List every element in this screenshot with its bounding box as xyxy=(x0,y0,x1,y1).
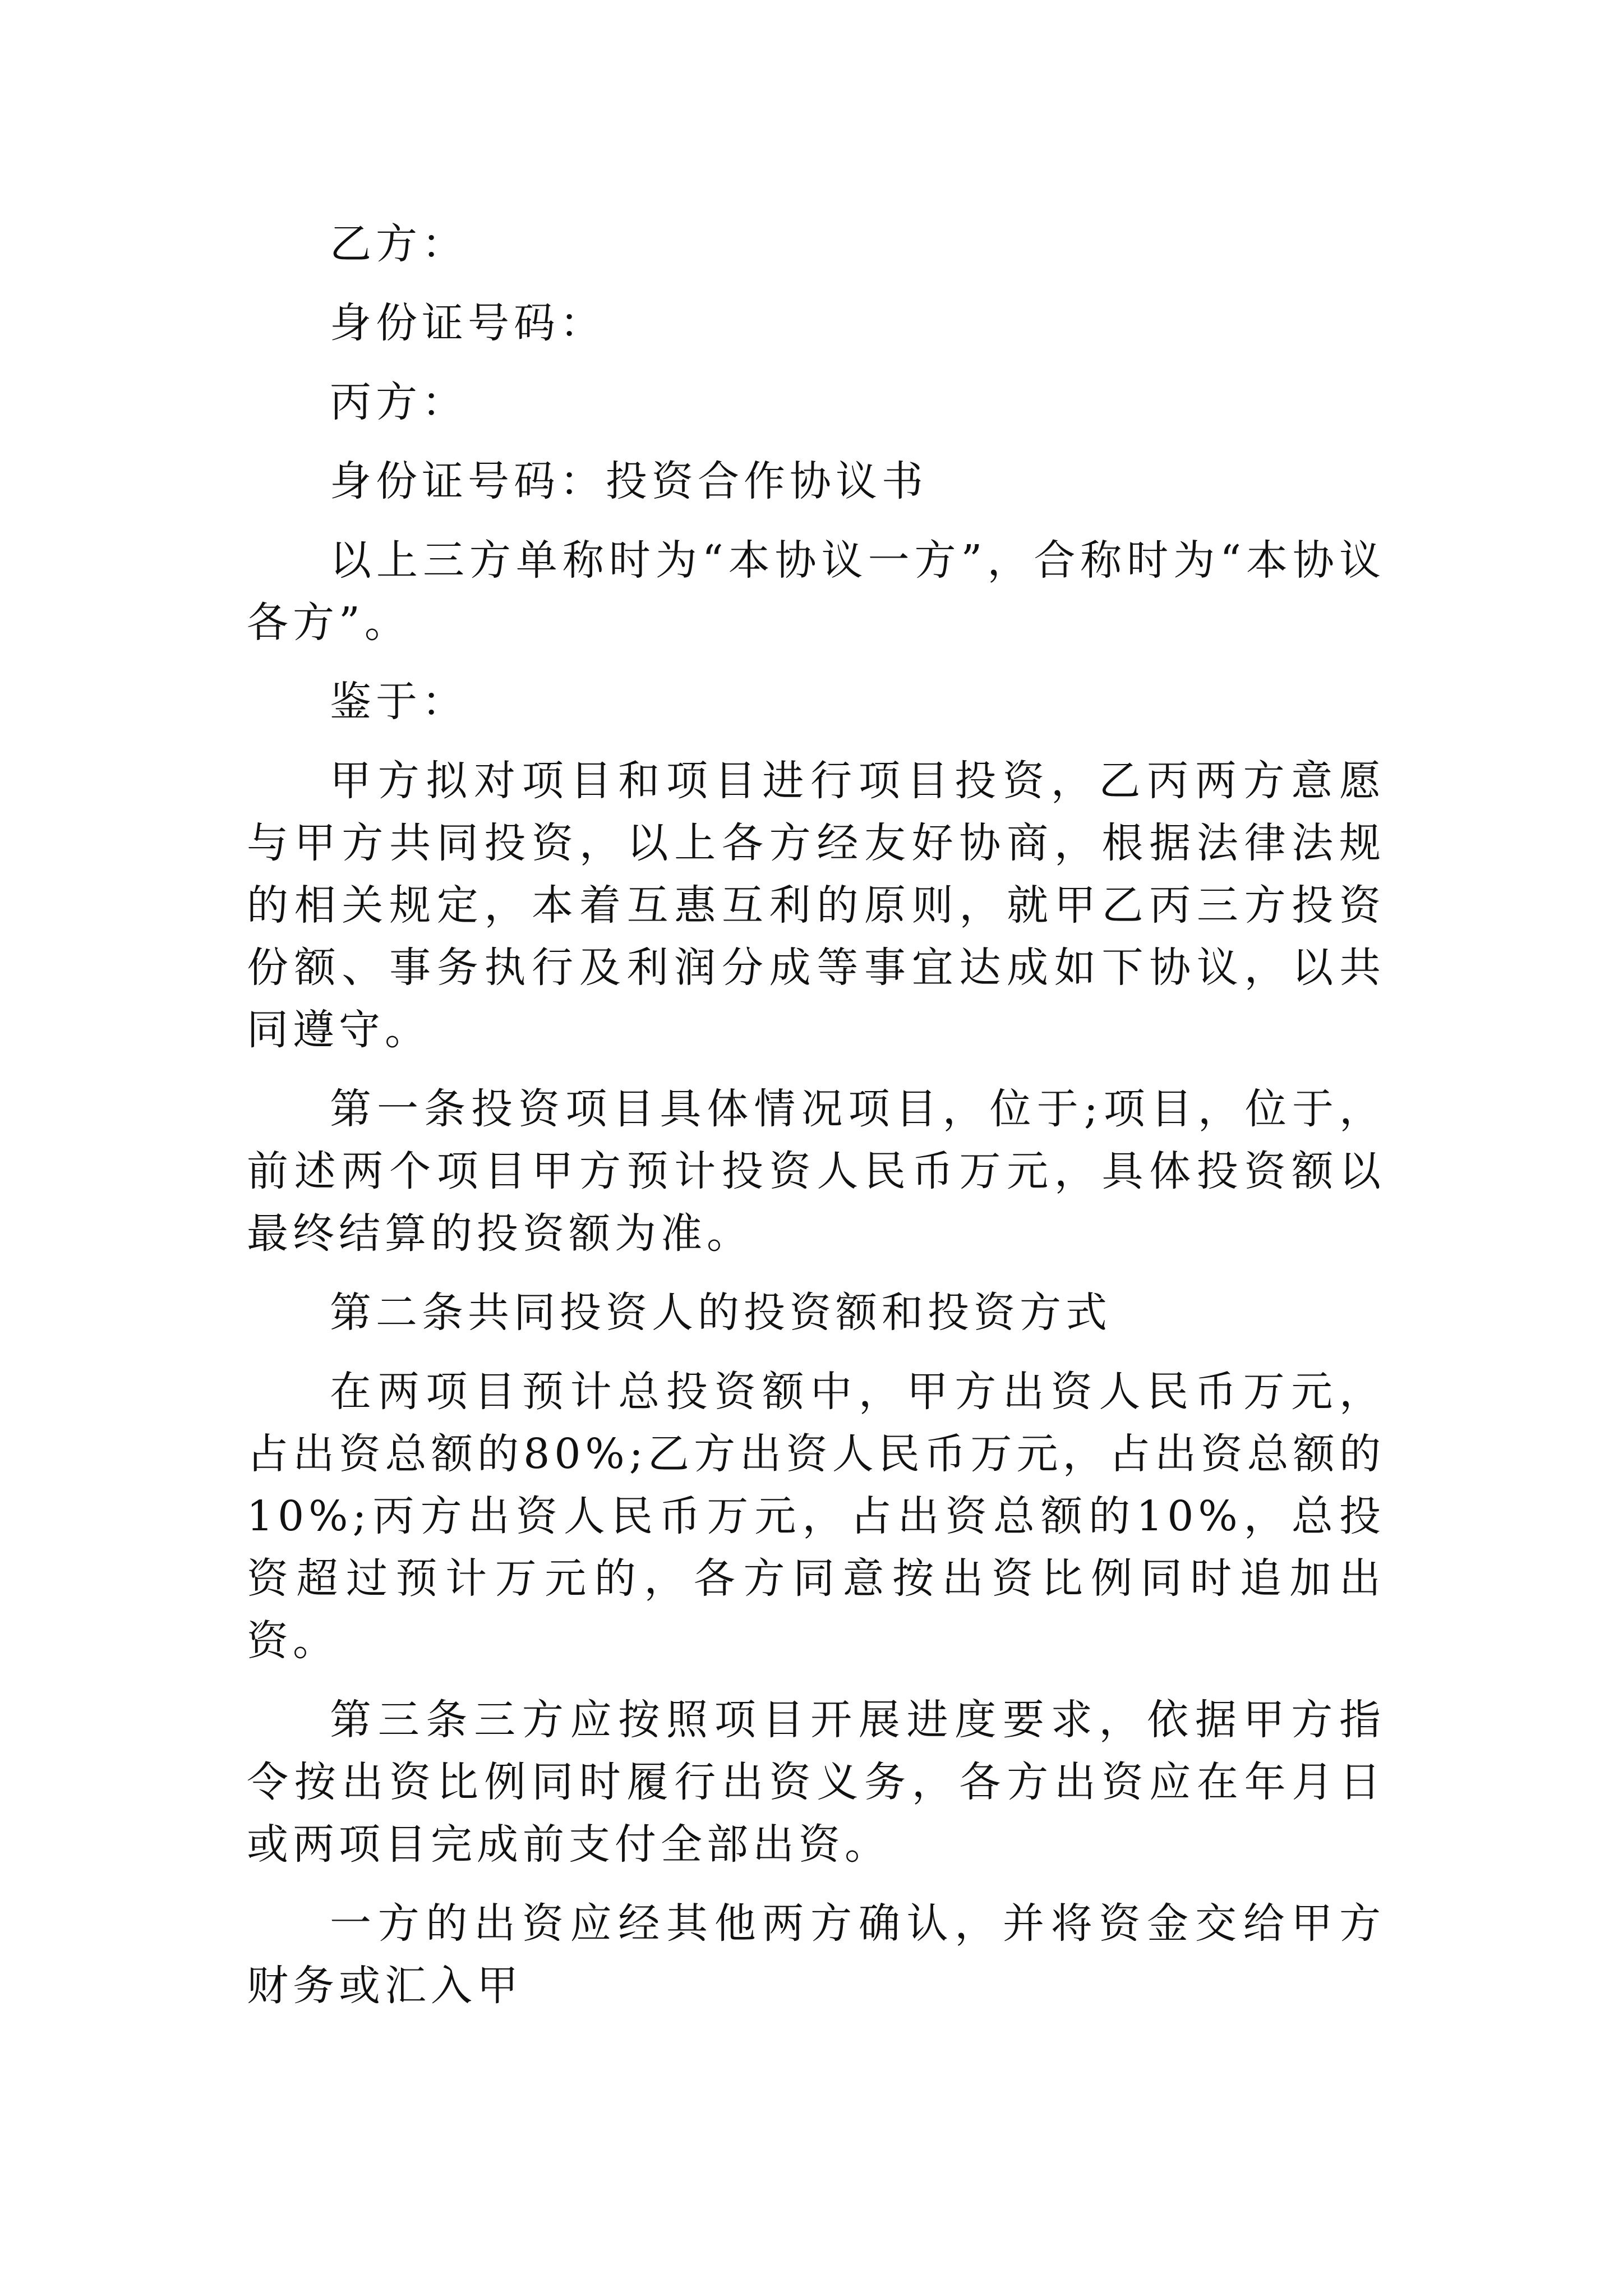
article-1-paragraph: 第一条投资项目具体情况项目，位于;项目，位于，前述两个项目甲方预计投资人民币万元，具体投资额以最终结算的投资额为准。 xyxy=(247,1085,1385,1258)
article-3-paragraph: 第三条三方应按照项目开展进度要求，依据甲方指令按出资比例同时履行出资义务，各方出资应在年月日或两项目完成前支付全部出资。 xyxy=(247,1696,1385,1869)
parties-definition-paragraph: 以上三方单称时为“本协议一方”，合称时为“本协议各方”。 xyxy=(247,536,1385,647)
article-2-heading: 第二条共同投资人的投资额和投资方式 xyxy=(330,1289,1112,1337)
party-b-id-label: 身份证号码： xyxy=(330,299,606,347)
party-b-label: 乙方： xyxy=(330,220,468,268)
document-body xyxy=(247,213,1385,2034)
recital-paragraph: 甲方拟对项目和项目进行项目投资，乙丙两方意愿与甲方共同投资，以上各方经友好协商，根据法律法规的相关规定，本着互惠互利的原则，就甲乙丙三方投资份额、事务执行及利润分成等事宜达成如下协议，以共同遵守。 xyxy=(247,757,1385,1054)
party-c-label: 丙方： xyxy=(330,378,468,426)
party-c-id-and-title: 身份证号码：投资合作协议书 xyxy=(330,457,928,505)
whereas-label: 鉴于： xyxy=(330,678,468,726)
article-2-paragraph: 在两项目预计总投资额中，甲方出资人民币万元，占出资总额的80%;乙方出资人民币万元，占出资总额的10%;丙方出资人民币万元，占出资总额的10%，总投资超过预计万元的，各方同意按出资比例同时追加出资。 xyxy=(247,1368,1385,1665)
contribution-confirmation-paragraph: 一方的出资应经其他两方确认，并将资金交给甲方财务或汇入甲 xyxy=(247,1899,1385,2010)
